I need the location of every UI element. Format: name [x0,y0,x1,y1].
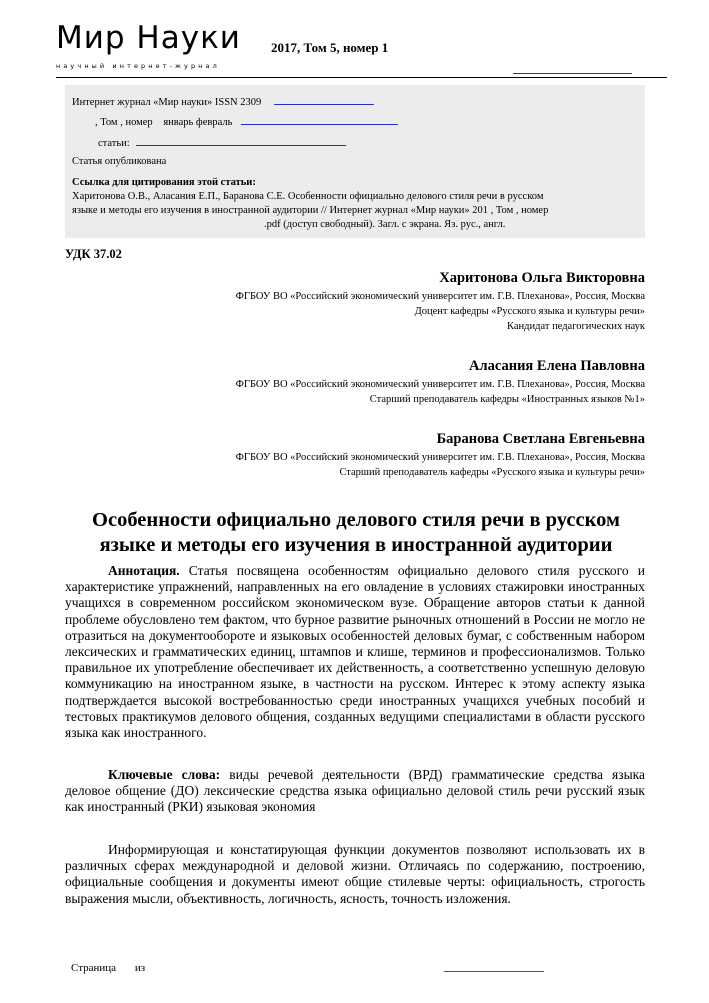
page-label: Страница [71,962,117,974]
journal-logo-subtitle: научный интернет-журнал [56,62,220,70]
page-footer [71,962,145,974]
cite-heading: Ссылка для цитирования этой статьи: [72,177,256,188]
keywords-text: виды речевой деятельности (ВРД) грамматические средства языка деловое общение (ДО) лексические средства языка официально деловой стиль речи русский язык как иностранный (РКИ) языковая экономия [65,767,646,815]
number-label: , номер [120,117,153,128]
author-name: Харитонова Ольга Викторовна [439,270,645,286]
keywords-label: Ключевые слова: [108,767,221,782]
months-label: январь февраль [163,117,233,128]
author-position: Старший преподаватель кафедры «Иностранных языков №1» [369,394,645,405]
cite-line-3: .pdf (доступ свободный). Загл. с экрана. Яз. рус., англ. [264,219,506,230]
journal-issn-text: Интернет журнал «Мир науки» ISSN 2309 [72,97,262,108]
author-name: Аласания Елена Павловна [469,358,645,374]
citation-info-box [65,85,645,238]
cite-line-1: Харитонова О.В., Аласания Е.П., Баранова С.Е. Особенности официально делового стиля речи в русском [72,191,544,202]
author-degree: Кандидат педагогических наук [507,321,645,332]
author-affiliation: ФГБОУ ВО «Российский экономический университет им. Г.В. Плеханова», Россия, Москва [235,379,645,390]
footer-divider [444,971,544,972]
abstract-text: Статья посвящена особенностям официально делового стиля русского и характеристике упражнений, направленных на его овладение в условиях стажировки иностранных учащихся в современном российском экономическом вузе. Обращение авторов статьи к данной проблеме обусловлено тем фактом, что бурное развитие рыночных отношений в России не могло не отразиться на документообороте и языковых особенностей деловых бумаг, с собственным набором лексических и грамматических единиц, штампов и клише, терминов и профессионализмов. Только правильное их употребление обеспечивает их действенность, а соответственно успешную деловую коммуникацию на иностранном языке, в частности на русском. Интерес к этому аспекту языка подтверждается высокой востребованностью среди иностранных учащихся учебных пособий и тестовых практикумов делового общения, созданных ведущими специалистами в области русского языка как иностранного. [65,563,645,741]
article-label: статьи: [98,138,130,149]
issn-link[interactable] [274,94,374,105]
cite-line-2: языке и методы его изучения в иностранной аудитории // Интернет журнал «Мир науки» 201 , Том , номер [72,205,549,216]
body-paragraph [65,842,645,907]
author-position: Доцент кафедры «Русского языка и культуры речи» [414,306,645,317]
abstract [65,563,645,741]
volume-label: , Том [95,117,118,128]
author-block [236,270,645,334]
abstract-label: Аннотация. [108,563,180,578]
header-link-underline[interactable] [513,73,632,74]
keywords [65,767,645,816]
article-link[interactable] [136,135,346,146]
author-affiliation: ФГБОУ ВО «Российский экономический университет им. Г.В. Плеханова», Россия, Москва [235,452,645,463]
article-title-line-1: Особенности официально делового стиля речи в русском [92,509,620,531]
author-position: Старший преподаватель кафедры «Русского языка и культуры речи» [339,467,645,478]
author-affiliation: ФГБОУ ВО «Российский экономический университет им. Г.В. Плеханова», Россия, Москва [235,291,645,302]
author-name: Баранова Светлана Евгеньевна [436,431,645,447]
body-text: Информирующая и констатирующая функции документов позволяют использовать их в различных сферах международной и деловой жизни. Отличаясь по содержанию, построению, официальные сообщения и документы имеют общие стилевые черты: официальность, строгость выражения мысли, объективность, логичность, ясность, точность изложения. [65,842,645,906]
page-of-label: из [134,962,146,974]
article-title-line-2: языке и методы его изучения в иностранной аудитории [99,534,613,556]
article-title [56,508,656,558]
published-label: Статья опубликована [72,156,167,167]
issue-info: 2017, Том 5, номер 1 [271,40,389,55]
author-block [236,358,645,407]
udk-code: УДК 37.02 [65,247,122,261]
issue-link[interactable] [241,114,398,125]
author-block [236,431,645,480]
header-divider [56,77,667,78]
journal-logo: Мир Науки [56,20,241,56]
